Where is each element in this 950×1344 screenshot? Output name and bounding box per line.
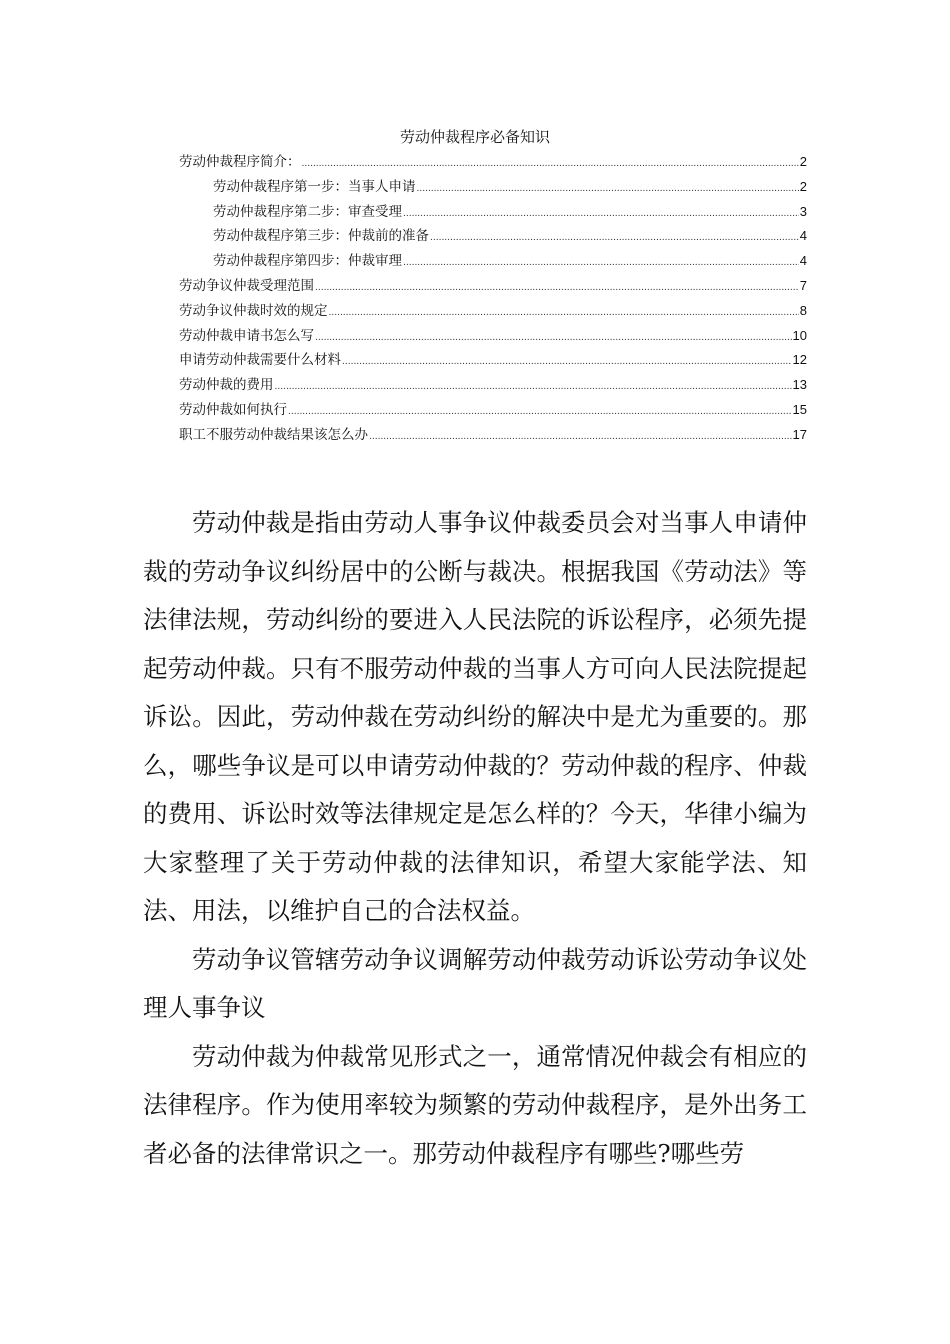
toc-entry-time-limit[interactable] (179, 299, 807, 324)
toc-entry-text: 劳动仲裁程序第二步：审查受理 (213, 203, 402, 220)
toc-entry-enforcement[interactable] (179, 398, 807, 423)
toc-entry-text: 劳动仲裁程序第四步：仲裁审理 (213, 253, 402, 270)
toc-leader-dots (315, 324, 792, 351)
toc-entry-text: 申请劳动仲裁需要什么材料 (179, 352, 341, 369)
toc-entry-page: 3 (799, 203, 807, 219)
toc-entry-text: 劳动仲裁的费用 (179, 377, 274, 394)
toc-entry-page: 17 (792, 426, 807, 442)
toc-entry-page: 2 (799, 154, 807, 169)
toc-entry-step4[interactable] (179, 249, 807, 274)
toc-leader-dots (302, 150, 799, 177)
body-paragraph: 劳动争议管辖劳动争议调解劳动仲裁劳动诉讼劳动争议处理人事争议 (143, 944, 807, 1022)
toc-entry-materials[interactable] (179, 348, 807, 373)
toc-leader-dots (342, 348, 792, 375)
toc-entry-text: 劳动仲裁程序简介： (179, 154, 301, 170)
toc-leader-dots (403, 249, 799, 276)
toc-leader-dots (417, 175, 799, 202)
toc-leader-dots (329, 299, 799, 326)
toc-leader-dots (403, 200, 799, 227)
toc-title: 劳动仲裁程序必备知识 (399, 128, 550, 146)
toc-entry-text: 劳动仲裁申请书怎么写 (179, 327, 314, 344)
toc-entry-text: 劳动仲裁如何执行 (179, 401, 287, 418)
toc-entry-step3[interactable] (179, 224, 807, 249)
toc-entry-text: 职工不服劳动仲裁结果该怎么办 (179, 426, 368, 443)
table-of-contents (179, 150, 807, 448)
toc-entry-scope[interactable] (179, 274, 807, 299)
toc-entry-disagree[interactable] (179, 423, 807, 448)
toc-entry-text: 劳动争议仲裁受理范围 (179, 277, 314, 294)
toc-leader-dots (288, 398, 792, 425)
toc-entry-intro[interactable] (179, 150, 807, 175)
body-text (143, 499, 807, 1178)
toc-entry-page: 12 (792, 352, 807, 368)
toc-entry-page: 4 (799, 253, 807, 269)
toc-entry-step2[interactable] (179, 200, 807, 225)
toc-entry-page: 8 (799, 302, 807, 318)
body-paragraph: 劳动仲裁是指由劳动人事争议仲裁委员会对当事人申请仲裁的劳动争议纠纷居中的公断与裁决。根据我国《劳动法》等法律法规，劳动纠纷的要进入人民法院的诉讼程序，必须先提起劳动仲裁。只有不服劳动仲裁的当事人方可向人民法院提起诉讼。因此，劳动仲裁在劳动纠纷的解决中是尤为重要的。那么，哪些争议是可以申请劳动仲裁的？劳动仲裁的程序、仲裁的费用、诉讼时效等法律规定是怎么样的？今天，华律小编为大家整理了关于劳动仲裁的法律知识，希望大家能学法、知法、用法，以维护自己的合法权益。 (143, 508, 807, 925)
toc-entry-text: 劳动仲裁程序第一步：当事人申请 (213, 178, 416, 195)
toc-entry-text: 劳动争议仲裁时效的规定 (179, 302, 328, 319)
toc-leader-dots (369, 423, 792, 450)
toc-entry-page: 15 (792, 401, 807, 417)
toc-entry-page: 4 (799, 228, 807, 244)
toc-entry-step1[interactable] (179, 175, 807, 200)
toc-leader-dots (315, 274, 799, 301)
toc-leader-dots (430, 224, 799, 251)
toc-entry-fees[interactable] (179, 373, 807, 398)
toc-entry-page: 10 (792, 327, 807, 343)
toc-entry-page: 13 (792, 377, 807, 393)
toc-entry-page: 7 (799, 277, 807, 293)
body-paragraph: 劳动仲裁为仲裁常见形式之一，通常情况仲裁会有相应的法律程序。作为使用率较为频繁的劳动仲裁程序，是外出务工者必备的法律常识之一。那劳动仲裁程序有哪些?哪些劳 (143, 1041, 807, 1168)
toc-entry-text: 劳动仲裁程序第三步：仲裁前的准备 (213, 228, 429, 245)
toc-entry-application[interactable] (179, 324, 807, 349)
toc-leader-dots (275, 373, 792, 400)
toc-entry-page: 2 (799, 178, 807, 194)
